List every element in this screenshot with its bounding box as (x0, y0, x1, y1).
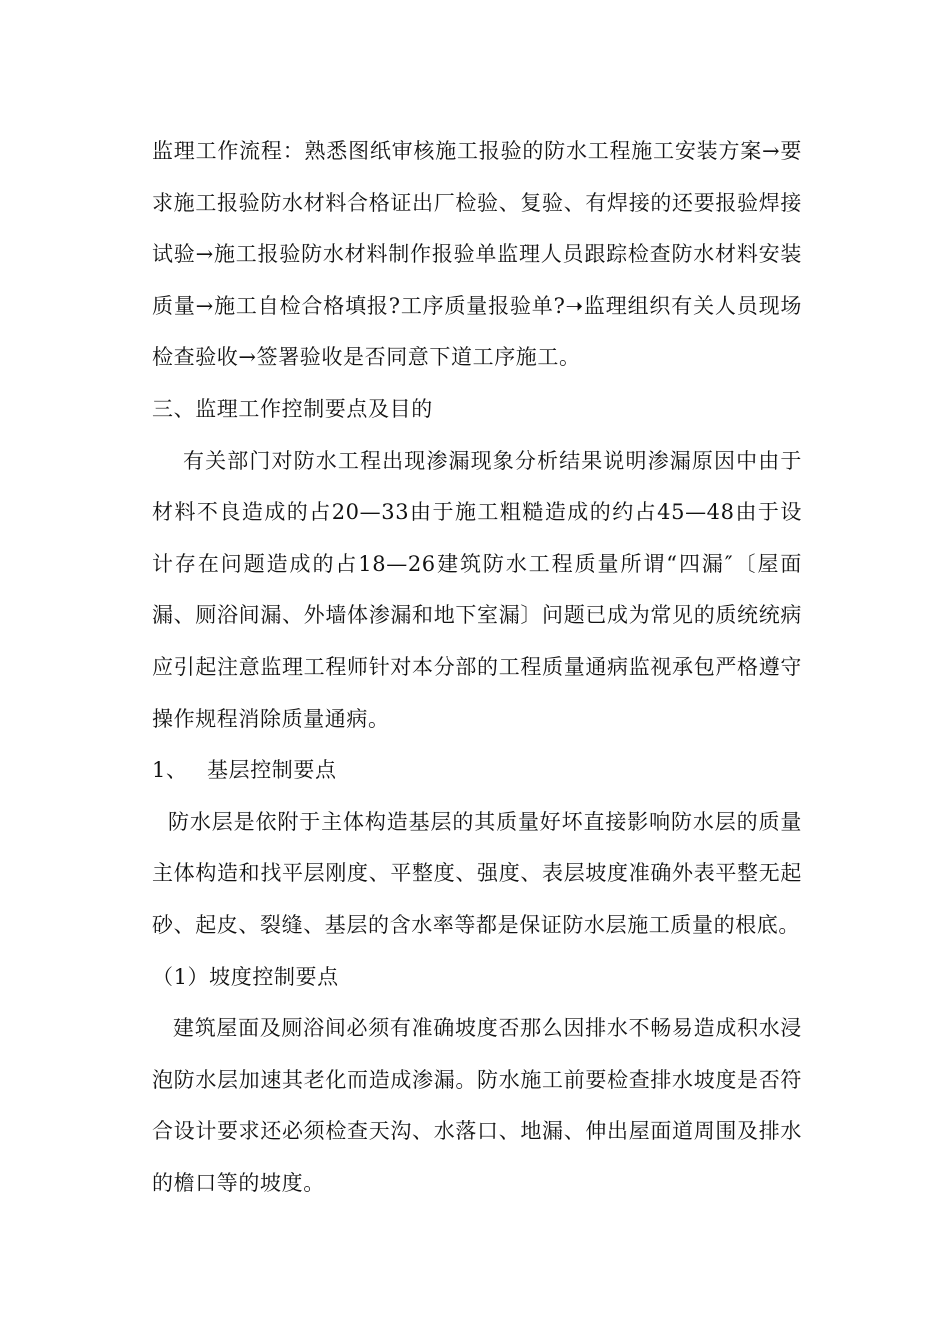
subsection-heading-1 (152, 745, 802, 797)
subsection-heading-slope: （1）坡度控制要点 (152, 964, 339, 989)
paragraph-base-layer: 防水层是依附于主体构造基层的其质量好坏直接影响防水层的质量主体构造和找平层刚度、平整度、强度、表层坡度准确外表平整无起砂、起皮、裂缝、基层的含水率等都是保证防水层施工质量的根底。 (152, 809, 802, 937)
document-body (152, 126, 802, 1209)
paragraph-workflow: 监理工作流程：熟悉图纸审核施工报验的防水工程施工安装方案→要求施工报验防水材料合格证出厂检验、复验、有焊接的还要报验焊接试验→施工报验防水材料制作报验单监理人员跟踪检查防水材料安装质量→施工自检合格填报?工序质量报验单?➝监理组织有关人员现场检查验收→签署验收是否同意下道工序施工。 (152, 139, 802, 370)
subsection-title: 基层控制要点 (207, 758, 337, 783)
subsection-number: 1、 (152, 758, 188, 783)
paragraph-slope-control: 建筑屋面及厕浴间必须有准确坡度否那么因排水不畅易造成积水浸泡防水层加速其老化而造成渗漏。防水施工前要检查排水坡度是否符合设计要求还必须检查天沟、水落口、地漏、伸出屋面道周围及排水的檐口等的坡度。 (152, 1016, 802, 1195)
section-heading-3: 三、监理工作控制要点及目的 (152, 396, 433, 421)
paragraph-leakage-analysis: 有关部门对防水工程出现渗漏现象分析结果说明渗漏原因中由于材料不良造成的占20—33由于施工粗糙造成的约占45—48由于设计存在问题造成的占18—26建筑防水工程质量所谓“四漏″〔屋面漏、厕浴间漏、外墙体渗漏和地下室漏〕问题已成为常见的质统统病应引起注意监理工程师针对本分部的工程质量通病监视承包严格遵守操作规程消除质量通病。 (152, 448, 802, 731)
